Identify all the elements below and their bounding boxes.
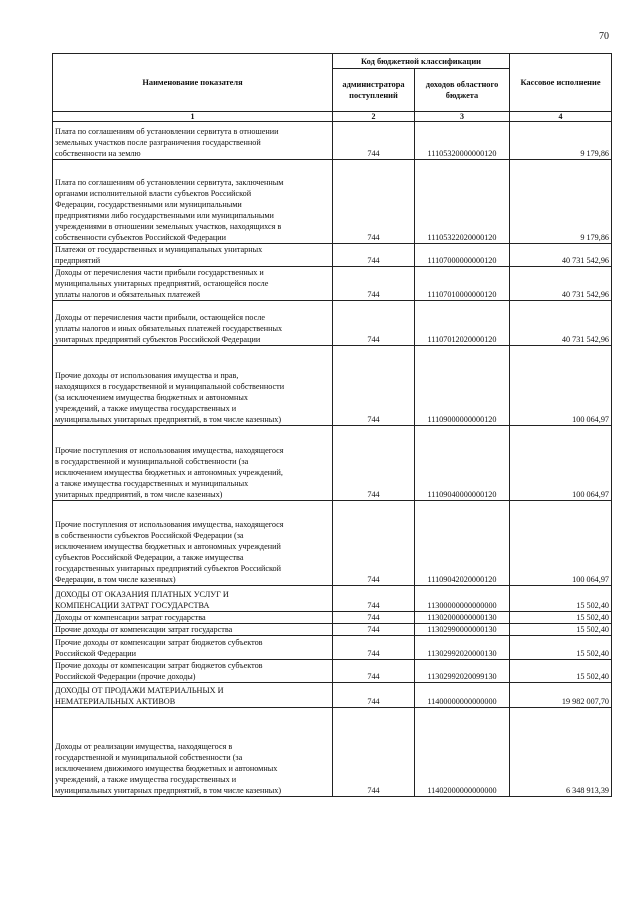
column-number-row [53,112,612,122]
indicator-name-line: муниципальных унитарных предприятий, остающейся после [55,279,269,288]
header-regional-budget-income: доходов областного бюджета [415,69,510,112]
amount-cell: 100 064,97 [510,426,612,501]
administrator-code-cell: 744 [333,708,415,797]
indicator-name-line: муниципальных унитарных предприятий, в том числе казенных) [55,786,282,795]
indicator-name-line: ДОХОДЫ ОТ ПРОДАЖИ МАТЕРИАЛЬНЫХ И [55,686,224,695]
table-row [53,160,612,244]
indicator-name-cell [53,160,333,244]
administrator-code-cell: 744 [333,624,415,636]
income-code-cell: 11107012020000120 [415,301,510,346]
table-row [53,636,612,660]
table-row [53,708,612,797]
indicator-name-line: Доходы от реализации имущества, находящегося в [55,742,233,751]
table-row [53,586,612,612]
indicator-name-line: в государственной и муниципальной собственности (за [55,457,249,466]
indicator-name-line: исключением движимого имущества бюджетных и автономных [55,764,278,773]
indicator-name-cell [53,244,333,267]
header-indicator-name: Наименование показателя [53,54,333,112]
indicator-name-cell [53,122,333,160]
income-code-cell: 11107010000000120 [415,267,510,301]
indicator-name-line: предприятиями либо государственными или муниципальными [55,211,274,220]
indicator-name-line: унитарных предприятий субъектов Российской Федерации [55,335,261,344]
table-row [53,301,612,346]
indicator-name-cell [53,612,333,624]
indicator-name-line: собственности на землю [55,149,141,158]
indicator-name-line: в собственности субъектов Российской Федерации (за [55,531,244,540]
column-number: 2 [333,112,415,122]
indicator-name-line: Прочие доходы от использования имущества и прав, [55,371,239,380]
amount-cell: 100 064,97 [510,501,612,586]
indicator-name-line: Российской Федерации [55,649,137,658]
header-budget-classification-code: Код бюджетной классификации [333,54,510,69]
page-number: 70 [599,31,609,42]
indicator-name-cell [53,708,333,797]
income-code-cell: 11107000000000120 [415,244,510,267]
table-row [53,624,612,636]
column-number: 1 [53,112,333,122]
amount-cell: 6 348 913,39 [510,708,612,797]
administrator-code-cell: 744 [333,301,415,346]
indicator-name-line: НЕМАТЕРИАЛЬНЫХ АКТИВОВ [55,697,176,706]
income-code-cell: 11109042020000120 [415,501,510,586]
income-code-cell: 11302992020000130 [415,636,510,660]
amount-cell: 100 064,97 [510,346,612,426]
income-code-cell: 11402000000000000 [415,708,510,797]
indicator-name-line: Российской Федерации (прочие доходы) [55,672,196,681]
administrator-code-cell: 744 [333,244,415,267]
amount-cell: 15 502,40 [510,624,612,636]
indicator-name-line: Плата по соглашениям об установлении сервитута, заключенным [55,178,284,187]
administrator-code-cell: 744 [333,426,415,501]
table-row [53,346,612,426]
income-code-cell: 11302990000000130 [415,624,510,636]
indicator-name-line: Прочие доходы от компенсации затрат бюджетов субъектов [55,638,263,647]
indicator-name-line: государственных унитарных предприятий субъектов Российской [55,564,282,573]
amount-cell: 9 179,86 [510,160,612,244]
indicator-name-line: Прочие поступления от использования имущества, находящегося [55,520,284,529]
indicator-name-cell [53,501,333,586]
budget-execution-table [52,53,612,797]
indicator-name-line: исключением имущества бюджетных и автономных учреждений, [55,468,283,477]
indicator-name-line: Платежи от государственных и муниципальных унитарных [55,245,263,254]
header-administrator: администратора поступлений [333,69,415,112]
indicator-name-line: Доходы от перечисления части прибыли государственных и [55,268,264,277]
amount-cell: 40 731 542,96 [510,301,612,346]
table-row [53,122,612,160]
indicator-name-line: предприятий [55,256,101,265]
indicator-name-line: Федерации, в том числе казенных) [55,575,176,584]
administrator-code-cell: 744 [333,660,415,683]
income-code-cell: 11300000000000000 [415,586,510,612]
amount-cell: 15 502,40 [510,612,612,624]
income-code-cell: 11105320000000120 [415,122,510,160]
table-row [53,683,612,708]
indicator-name-line: собственности субъектов Российской Федерации [55,233,227,242]
income-code-cell: 11302992020099130 [415,660,510,683]
table-row [53,501,612,586]
indicator-name-line: государственной и муниципальной собственности (за [55,753,243,762]
indicator-name-line: уплаты налогов и обязательных платежей [55,290,201,299]
amount-cell: 9 179,86 [510,122,612,160]
income-code-cell: 11109040000000120 [415,426,510,501]
table-row [53,267,612,301]
income-code-cell: 11109000000000120 [415,346,510,426]
indicator-name-cell [53,683,333,708]
indicator-name-line: ДОХОДЫ ОТ ОКАЗАНИЯ ПЛАТНЫХ УСЛУГ И [55,590,229,599]
indicator-name-line: учреждений, а также имущества государственных и [55,775,237,784]
indicator-name-cell [53,426,333,501]
administrator-code-cell: 744 [333,160,415,244]
table-row [53,660,612,683]
indicator-name-cell [53,301,333,346]
income-code-cell: 11302000000000130 [415,612,510,624]
indicator-name-line: Доходы от перечисления части прибыли, остающейся после [55,313,266,322]
amount-cell: 40 731 542,96 [510,267,612,301]
indicator-name-line: Прочие доходы от компенсации затрат государства [55,625,233,634]
administrator-code-cell: 744 [333,636,415,660]
income-code-cell: 11400000000000000 [415,683,510,708]
column-number: 3 [415,112,510,122]
administrator-code-cell: 744 [333,122,415,160]
indicator-name-line: земельных участков после разграничения государственной [55,138,261,147]
indicator-name-line: находящихся в государственной и муниципальной собственности [55,382,285,391]
income-code-cell: 11105322020000120 [415,160,510,244]
indicator-name-line: (за исключением имущества бюджетных и автономных [55,393,248,402]
indicator-name-line: Прочие поступления от использования имущества, находящегося [55,446,284,455]
indicator-name-line: Плата по соглашениям об установлении сервитута в отношении [55,127,279,136]
administrator-code-cell: 744 [333,267,415,301]
indicator-name-cell [53,636,333,660]
administrator-code-cell: 744 [333,683,415,708]
column-number: 4 [510,112,612,122]
table-row [53,244,612,267]
amount-cell: 40 731 542,96 [510,244,612,267]
indicator-name-cell [53,624,333,636]
indicator-name-line: Федерации, государственными или муниципальными [55,200,242,209]
indicator-name-line: а также имущества государственных и муниципальных [55,479,249,488]
indicator-name-line: учреждений, а также имущества государственных и [55,404,237,413]
indicator-name-line: органами исполнительной власти субъектов Российской [55,189,252,198]
indicator-name-cell [53,267,333,301]
table-row [53,612,612,624]
table-row [53,426,612,501]
indicator-name-cell [53,586,333,612]
indicator-name-cell [53,346,333,426]
indicator-name-line: КОМПЕНСАЦИИ ЗАТРАТ ГОСУДАРСТВА [55,601,210,610]
administrator-code-cell: 744 [333,586,415,612]
administrator-code-cell: 744 [333,346,415,426]
amount-cell: 15 502,40 [510,636,612,660]
indicator-name-line: субъектов Российской Федерации, а также имущества [55,553,244,562]
administrator-code-cell: 744 [333,501,415,586]
indicator-name-line: учреждениями в отношении земельных участков, находящихся в [55,222,282,231]
indicator-name-line: унитарных предприятий, в том числе казенных) [55,490,223,499]
indicator-name-line: исключением имущества бюджетных и автономных учреждений [55,542,281,551]
header-cash-execution: Кассовое исполнение [510,54,612,112]
indicator-name-line: уплаты налогов и иных обязательных платежей государственных [55,324,283,333]
amount-cell: 15 502,40 [510,660,612,683]
administrator-code-cell: 744 [333,612,415,624]
indicator-name-cell [53,660,333,683]
amount-cell: 15 502,40 [510,586,612,612]
amount-cell: 19 982 007,70 [510,683,612,708]
indicator-name-line: муниципальных унитарных предприятий, в том числе казенных) [55,415,282,424]
indicator-name-line: Прочие доходы от компенсации затрат бюджетов субъектов [55,661,263,670]
indicator-name-line: Доходы от компенсации затрат государства [55,613,206,622]
